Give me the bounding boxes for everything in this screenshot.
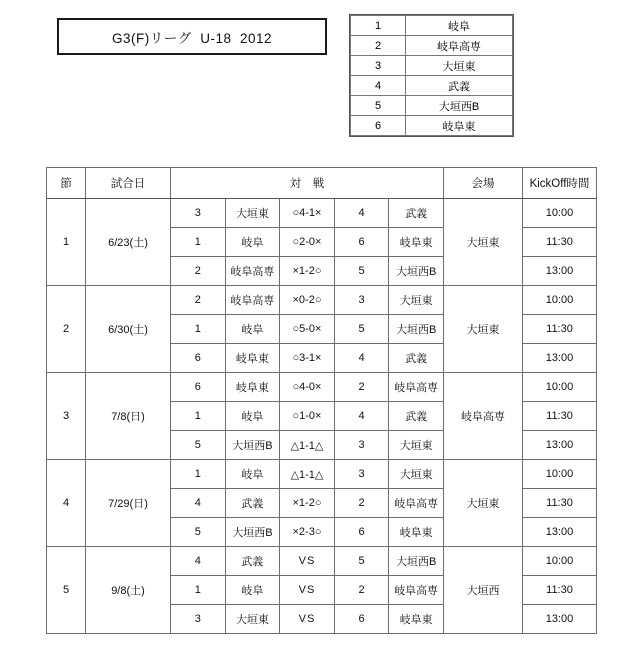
home-team-name: 大垣東 xyxy=(225,199,280,228)
team-name: 岐阜 xyxy=(406,16,513,36)
home-team-name: 岐阜 xyxy=(225,228,280,257)
away-team-name: 岐阜高専 xyxy=(389,489,444,518)
kickoff-time: 13:00 xyxy=(523,344,597,373)
header-section: 節 xyxy=(47,168,86,199)
kickoff-time: 11:30 xyxy=(523,315,597,344)
match-date: 6/30(土) xyxy=(86,286,171,373)
home-team-name: 武義 xyxy=(225,489,280,518)
team-row xyxy=(351,96,513,116)
match-score: ○2-0× xyxy=(280,228,335,257)
team-name: 武義 xyxy=(406,76,513,96)
section-number: 4 xyxy=(47,460,86,547)
home-team-number: 6 xyxy=(171,344,226,373)
section-number: 2 xyxy=(47,286,86,373)
away-team-name: 岐阜高専 xyxy=(389,373,444,402)
away-team-name: 大垣東 xyxy=(389,286,444,315)
team-number: 2 xyxy=(351,36,406,56)
home-team-number: 5 xyxy=(171,431,226,460)
match-score: ×1-2○ xyxy=(280,489,335,518)
away-team-number: 6 xyxy=(334,605,389,634)
venue-name: 大垣東 xyxy=(444,460,523,547)
home-team-name: 岐阜東 xyxy=(225,344,280,373)
header-match: 対 戦 xyxy=(171,168,444,199)
away-team-number: 3 xyxy=(334,460,389,489)
away-team-number: 4 xyxy=(334,199,389,228)
away-team-name: 武義 xyxy=(389,199,444,228)
home-team-name: 岐阜 xyxy=(225,315,280,344)
away-team-number: 4 xyxy=(334,344,389,373)
home-team-name: 大垣東 xyxy=(225,605,280,634)
kickoff-time: 13:00 xyxy=(523,257,597,286)
away-team-number: 5 xyxy=(334,547,389,576)
kickoff-time: 11:30 xyxy=(523,489,597,518)
schedule-header-row xyxy=(47,168,597,199)
kickoff-time: 10:00 xyxy=(523,199,597,228)
team-number: 4 xyxy=(351,76,406,96)
section-number: 1 xyxy=(47,199,86,286)
schedule-table xyxy=(46,167,597,634)
home-team-name: 岐阜東 xyxy=(225,373,280,402)
away-team-number: 3 xyxy=(334,431,389,460)
home-team-number: 2 xyxy=(171,286,226,315)
away-team-name: 岐阜東 xyxy=(389,518,444,547)
away-team-number: 5 xyxy=(334,315,389,344)
team-number: 3 xyxy=(351,56,406,76)
team-list-table xyxy=(350,15,513,136)
venue-name: 大垣東 xyxy=(444,286,523,373)
home-team-number: 1 xyxy=(171,576,226,605)
match-date: 6/23(土) xyxy=(86,199,171,286)
team-name: 岐阜高専 xyxy=(406,36,513,56)
team-number: 1 xyxy=(351,16,406,36)
match-score: VS xyxy=(280,605,335,634)
home-team-name: 大垣西B xyxy=(225,431,280,460)
page-title: G3(F)リーグ U-18 2012 xyxy=(111,30,273,46)
away-team-number: 6 xyxy=(334,518,389,547)
match-score: ○3-1× xyxy=(280,344,335,373)
away-team-name: 岐阜東 xyxy=(389,605,444,634)
section-number: 3 xyxy=(47,373,86,460)
team-number: 6 xyxy=(351,116,406,136)
home-team-number: 2 xyxy=(171,257,226,286)
team-row xyxy=(351,116,513,136)
schedule-table-head xyxy=(47,168,597,199)
match-date: 7/8(日) xyxy=(86,373,171,460)
match-score: ×2-3○ xyxy=(280,518,335,547)
header-kickoff: KickOff時間 xyxy=(523,168,597,199)
away-team-number: 4 xyxy=(334,402,389,431)
home-team-name: 岐阜 xyxy=(225,460,280,489)
match-score: △1-1△ xyxy=(280,431,335,460)
match-row xyxy=(47,547,597,576)
away-team-number: 3 xyxy=(334,286,389,315)
away-team-name: 大垣西B xyxy=(389,315,444,344)
match-score: VS xyxy=(280,576,335,605)
section-number: 5 xyxy=(47,547,86,634)
kickoff-time: 10:00 xyxy=(523,547,597,576)
schedule-table-body xyxy=(47,199,597,634)
team-number: 5 xyxy=(351,96,406,116)
kickoff-time: 10:00 xyxy=(523,373,597,402)
home-team-number: 3 xyxy=(171,199,226,228)
away-team-name: 岐阜高専 xyxy=(389,576,444,605)
team-name: 大垣東 xyxy=(406,56,513,76)
away-team-number: 5 xyxy=(334,257,389,286)
home-team-number: 1 xyxy=(171,315,226,344)
team-row xyxy=(351,56,513,76)
kickoff-time: 11:30 xyxy=(523,228,597,257)
match-score: ×0-2○ xyxy=(280,286,335,315)
venue-name: 大垣東 xyxy=(444,199,523,286)
team-row xyxy=(351,36,513,56)
home-team-number: 1 xyxy=(171,402,226,431)
home-team-number: 3 xyxy=(171,605,226,634)
away-team-number: 2 xyxy=(334,489,389,518)
home-team-name: 武義 xyxy=(225,547,280,576)
home-team-name: 岐阜高専 xyxy=(225,257,280,286)
venue-name: 岐阜高専 xyxy=(444,373,523,460)
league-title-box xyxy=(57,18,327,55)
home-team-number: 4 xyxy=(171,489,226,518)
match-score: ○5-0× xyxy=(280,315,335,344)
match-score: ○4-1× xyxy=(280,199,335,228)
match-score: VS xyxy=(280,547,335,576)
kickoff-time: 11:30 xyxy=(523,402,597,431)
match-score: ○4-0× xyxy=(280,373,335,402)
match-score: ○1-0× xyxy=(280,402,335,431)
kickoff-time: 13:00 xyxy=(523,518,597,547)
kickoff-time: 11:30 xyxy=(523,576,597,605)
away-team-name: 岐阜東 xyxy=(389,228,444,257)
home-team-number: 1 xyxy=(171,228,226,257)
home-team-name: 岐阜 xyxy=(225,576,280,605)
away-team-number: 6 xyxy=(334,228,389,257)
kickoff-time: 10:00 xyxy=(523,460,597,489)
away-team-name: 大垣東 xyxy=(389,431,444,460)
match-row xyxy=(47,286,597,315)
home-team-name: 岐阜高専 xyxy=(225,286,280,315)
home-team-name: 大垣西B xyxy=(225,518,280,547)
team-list-body xyxy=(351,16,513,136)
match-row xyxy=(47,373,597,402)
team-row xyxy=(351,76,513,96)
match-row xyxy=(47,199,597,228)
header-date: 試合日 xyxy=(86,168,171,199)
venue-name: 大垣西 xyxy=(444,547,523,634)
home-team-name: 岐阜 xyxy=(225,402,280,431)
header-venue: 会場 xyxy=(444,168,523,199)
away-team-name: 大垣西B xyxy=(389,257,444,286)
kickoff-time: 13:00 xyxy=(523,431,597,460)
match-date: 7/29(日) xyxy=(86,460,171,547)
match-score: ×1-2○ xyxy=(280,257,335,286)
away-team-number: 2 xyxy=(334,576,389,605)
away-team-name: 武義 xyxy=(389,402,444,431)
match-row xyxy=(47,460,597,489)
team-name: 岐阜東 xyxy=(406,116,513,136)
team-row xyxy=(351,16,513,36)
away-team-number: 2 xyxy=(334,373,389,402)
away-team-name: 武義 xyxy=(389,344,444,373)
home-team-number: 5 xyxy=(171,518,226,547)
match-date: 9/8(土) xyxy=(86,547,171,634)
away-team-name: 大垣東 xyxy=(389,460,444,489)
away-team-name: 大垣西B xyxy=(389,547,444,576)
home-team-number: 6 xyxy=(171,373,226,402)
home-team-number: 1 xyxy=(171,460,226,489)
kickoff-time: 10:00 xyxy=(523,286,597,315)
home-team-number: 4 xyxy=(171,547,226,576)
match-score: △1-1△ xyxy=(280,460,335,489)
kickoff-time: 13:00 xyxy=(523,605,597,634)
team-name: 大垣西B xyxy=(406,96,513,116)
